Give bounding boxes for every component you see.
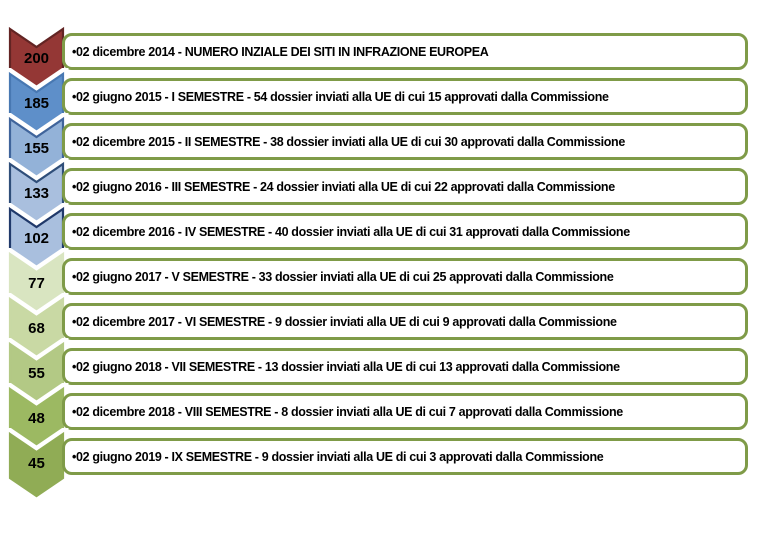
chevron-number: 155 [23, 140, 50, 157]
chevron-number: 185 [23, 95, 50, 112]
timeline-entry-text: •02 dicembre 2015 - II SEMESTRE - 38 dossier inviati alla UE di cui 30 approvati dalla Commissione [72, 134, 625, 149]
timeline-entry-box [62, 393, 748, 430]
timeline-entry-text: •02 dicembre 2014 - NUMERO INZIALE DEI SITI IN INFRAZIONE EUROPEA [72, 44, 489, 59]
timeline-entry-box [62, 438, 748, 475]
timeline-entry-box [62, 213, 748, 250]
timeline-entry-box [62, 258, 748, 295]
timeline-entry-box [62, 168, 748, 205]
chevron-number: 102 [23, 230, 50, 247]
timeline-entry-box [62, 123, 748, 160]
timeline-entry-box [62, 33, 748, 70]
timeline-entry-text: •02 giugno 2015 - I SEMESTRE - 54 dossier inviati alla UE di cui 15 approvati dalla Commissione [72, 89, 609, 104]
chevron-number: 48 [28, 410, 45, 427]
chevron-number: 133 [23, 185, 50, 202]
chevron-number: 68 [28, 320, 45, 337]
timeline-entry-text: •02 dicembre 2018 - VIII SEMESTRE - 8 dossier inviati alla UE di cui 7 approvati dalla Commissione [72, 404, 623, 419]
timeline-entry-box [62, 303, 748, 340]
timeline-entry-text: •02 giugno 2018 - VII SEMESTRE - 13 dossier inviati alla UE di cui 13 approvati dalla Commissione [72, 359, 620, 374]
timeline-entry-text: •02 dicembre 2016 - IV SEMESTRE - 40 dossier inviati alla UE di cui 31 approvati dalla Commissione [72, 224, 630, 239]
chevron-number: 45 [28, 455, 45, 472]
chevron-number: 200 [23, 50, 50, 67]
timeline-entry-text: •02 dicembre 2017 - VI SEMESTRE - 9 dossier inviati alla UE di cui 9 approvati dalla Commissione [72, 314, 617, 329]
chevron-number: 55 [28, 365, 45, 382]
timeline-entry-text: •02 giugno 2016 - III SEMESTRE - 24 dossier inviati alla UE di cui 22 approvati dalla Commissione [72, 179, 615, 194]
timeline-entry-text: •02 giugno 2019 - IX SEMESTRE - 9 dossier inviati alla UE di cui 3 approvati dalla Commissione [72, 449, 604, 464]
chevron-number: 77 [28, 275, 45, 292]
timeline-entry-text: •02 giugno 2017 - V SEMESTRE - 33 dossier inviati alla UE di cui 25 approvati dalla Commissione [72, 269, 614, 284]
timeline-entry-box [62, 78, 748, 115]
timeline-entry-box [62, 348, 748, 385]
